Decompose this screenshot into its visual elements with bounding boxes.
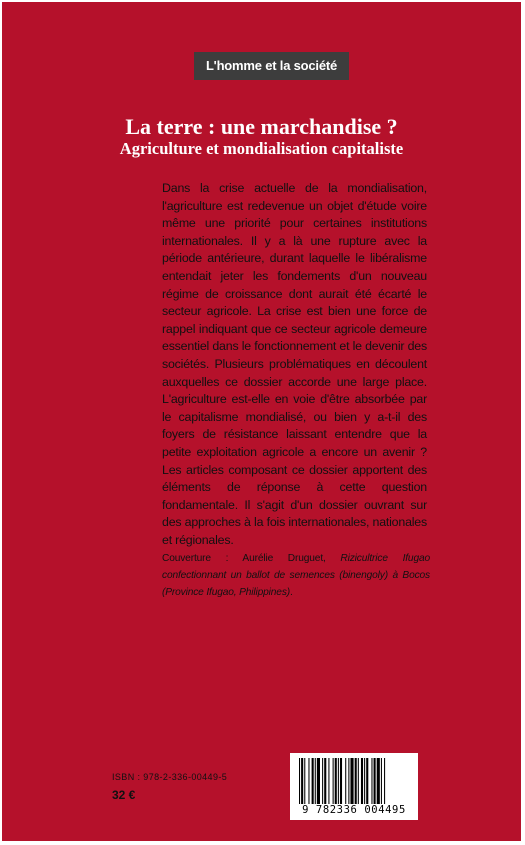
credit-prefix: Couverture : Aurélie Druguet, (162, 553, 341, 564)
series-label: L'homme et la société (194, 52, 349, 80)
book-subtitle: Agriculture et mondialisation capitaliste (119, 139, 404, 158)
isbn: ISBN : 978-2-336-00449-5 (112, 772, 228, 782)
summary-text: Dans la crise actuelle de la mondialisation, l'agriculture est redevenue un objet d'étude voire même une priorité pour certaines institutions internationales. Il y a là une rupture avec la période antérieure, durant laquelle le libéralisme entendait jeter les fondements d'un nouveau régime de croissance dont aurait été écarté le secteur agricole. La crise est bien une force de rappel indiquant que ce secteur agricole demeure essentiel dans le fonctionnement et le devenir des sociétés. Plusieurs problématiques en découlent auxquelles ce dossier accorde une large place. L'agriculture est-elle en voie d'être absorbée par le capitalisme mondialisé, ou bien y a-t-il des foyers de résistance laissant entendre que la petite exploitation agricole a encore un avenir ? Les articles composant ce dossier apportent des éléments de réponse à cette question fondamentale. Il s'agit d'un dossier ouvrant sur des approches à la fois internationales, nationales et régionales. (162, 181, 427, 547)
cover-credit (162, 550, 430, 601)
barcode (290, 753, 418, 820)
book-title: La terre : une marchandise ? (125, 114, 398, 139)
barcode-bars (298, 758, 410, 804)
credit-caption: Rizicultrice Ifugao confectionnant un ballot de semences (binengoly) à Bocos (Province Ifugao, Philippines) (162, 553, 430, 598)
back-cover (2, 2, 521, 841)
price: 32 € (112, 788, 136, 802)
barcode-digits: 9 782336 004495 (302, 804, 406, 816)
credit-suffix: . (290, 587, 293, 598)
